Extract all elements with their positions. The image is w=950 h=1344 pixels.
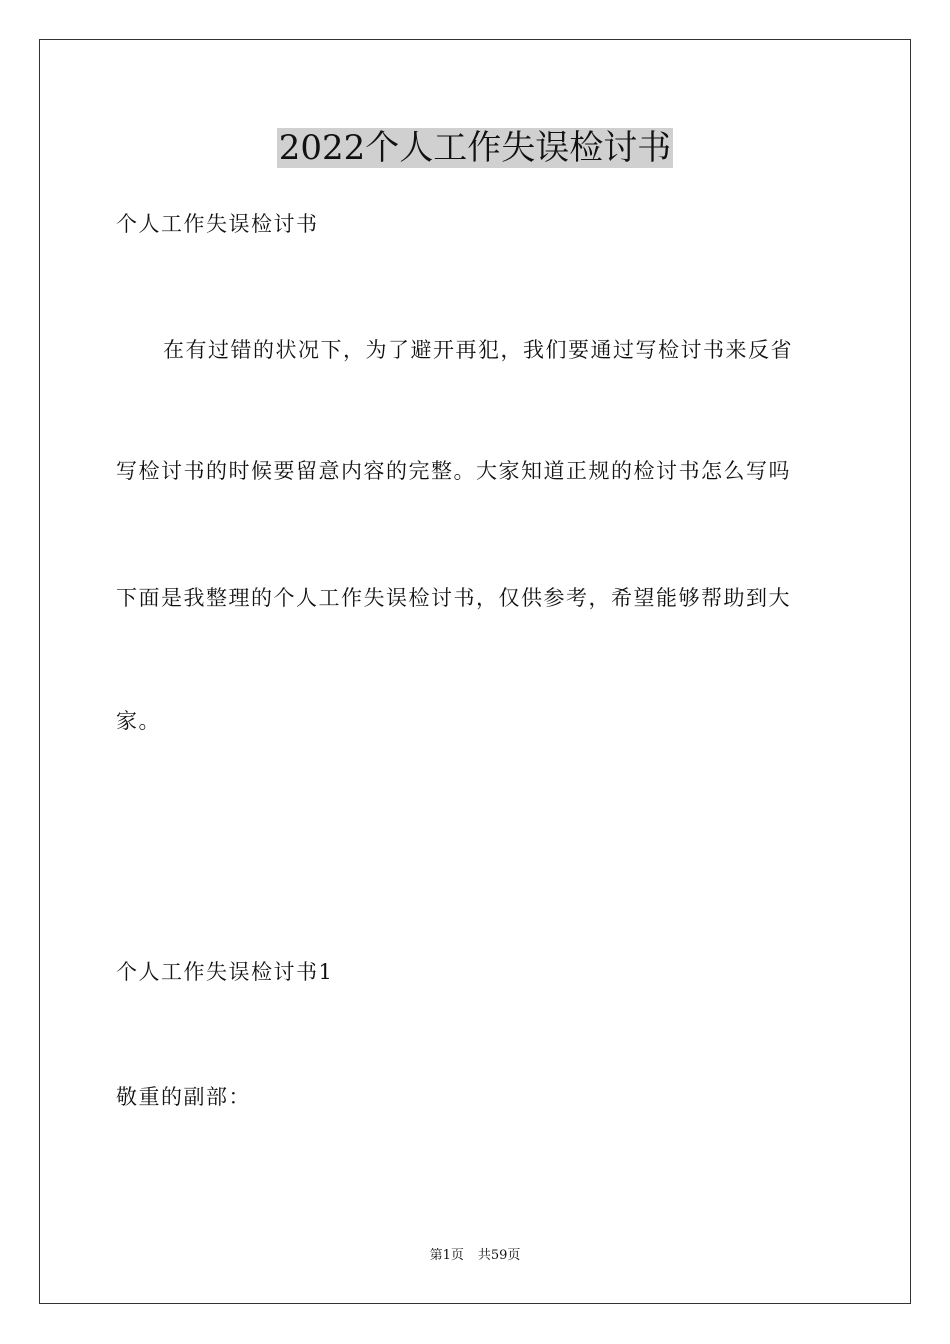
salutation-line: 敬重的副部： bbox=[116, 1085, 251, 1109]
paragraph-line-4: 家。 bbox=[116, 709, 161, 733]
paragraph-line-1: 在有过错的状况下，为了避开再犯，我们要通过写检讨书来反省 bbox=[163, 338, 793, 362]
paragraph-line-3: 下面是我整理的个人工作失误检讨书，仅供参考，希望能够帮助到大 bbox=[116, 586, 791, 610]
document-title-text: 2022个人工作失误检讨书 bbox=[278, 128, 672, 168]
section-heading: 个人工作失误检讨书1 bbox=[116, 960, 334, 984]
page-number-current: 第1页 bbox=[429, 1248, 464, 1263]
paragraph-line-2: 写检讨书的时候要留意内容的完整。大家知道正规的检讨书怎么写吗 bbox=[116, 459, 791, 483]
page-number-total: 共59页 bbox=[477, 1248, 521, 1263]
document-title bbox=[0, 124, 950, 172]
page-footer bbox=[0, 1246, 950, 1266]
subtitle-line: 个人工作失误检讨书 bbox=[116, 212, 319, 236]
